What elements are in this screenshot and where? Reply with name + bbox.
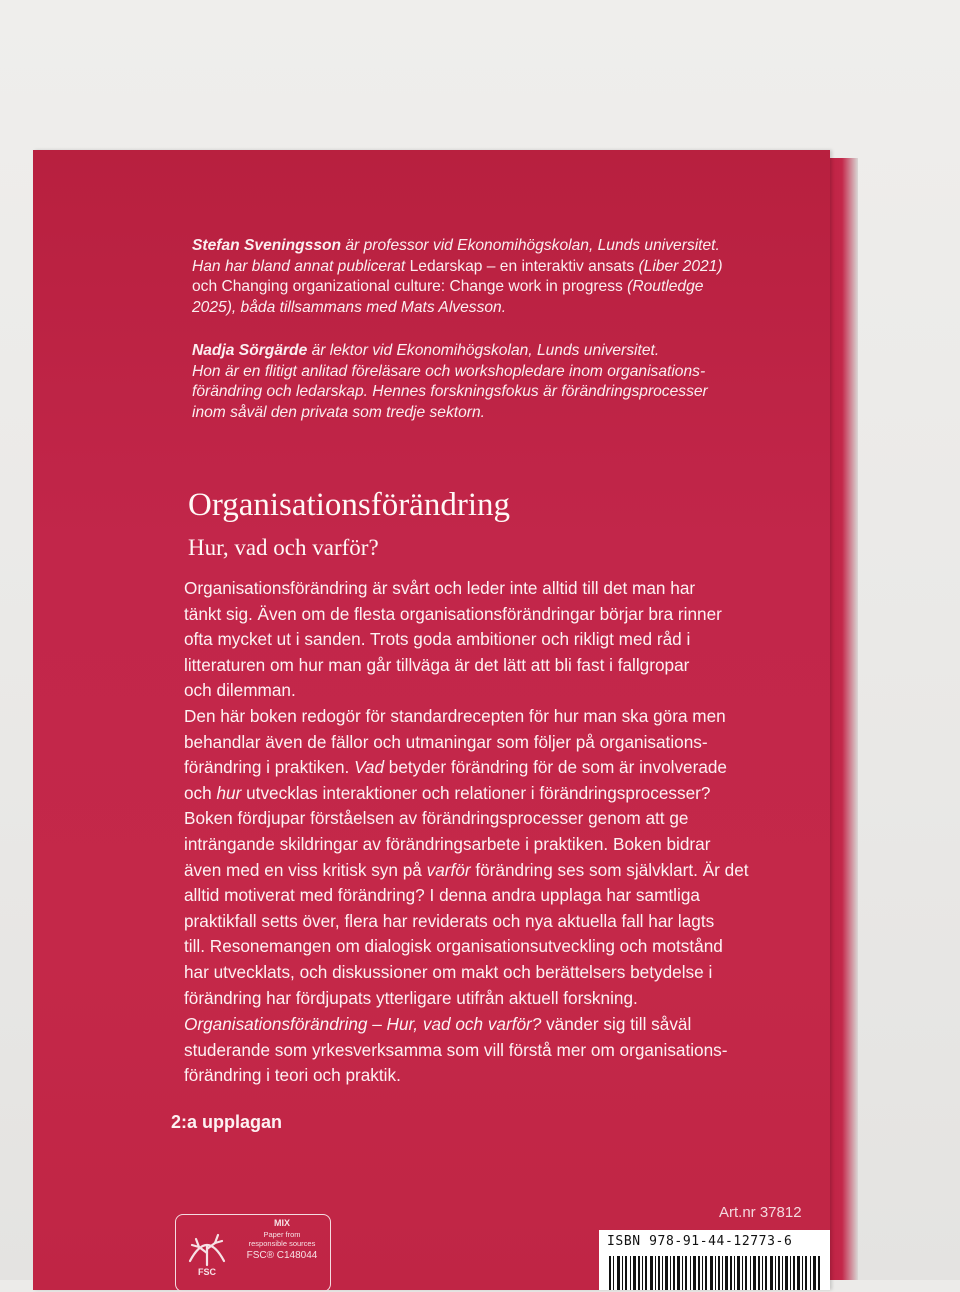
bio-text: Han har bland annat publicerat	[192, 257, 410, 275]
fsc-label	[175, 1214, 331, 1292]
fsc-tree-icon	[184, 1223, 230, 1281]
paragraph-line: förändring ses som självklart. Är det	[470, 859, 749, 880]
bio-text: förändring och ledarskap. Hennes forskningsfokus är förändringsprocesser	[192, 383, 708, 401]
paragraph-line: tänkt sig. Även om de flesta organisationsförändringar börjar bra rinner	[184, 603, 722, 624]
paragraph-line: praktikfall setts över, flera har reviderats och nya aktuella fall har lagts	[184, 910, 715, 931]
author-name: Nadja Sörgärde	[192, 342, 308, 359]
barcode-area	[599, 1230, 830, 1290]
paragraph-line: Den här boken redogör för standardrecepten för hur man ska göra men	[184, 706, 726, 726]
paragraph-line: behandlar även de fällor och utmaningar som följer på organisations-	[184, 731, 708, 752]
article-number: Art.nr 37812	[719, 1204, 802, 1221]
emphasis-hur: hur	[216, 782, 242, 803]
edition-label: 2:a upplagan	[171, 1112, 283, 1132]
bio-text: Hon är en flitigt anlitad föreläsare och workshopledare inom organisations-	[192, 362, 706, 380]
paragraph-line: betyder förändring för de som är involverade	[384, 757, 727, 778]
paragraph-line: utvecklas interaktioner och relationer i förändringsprocesser?	[241, 782, 711, 803]
emphasis-vad: Vad	[354, 757, 385, 778]
paragraph-line: ofta mycket ut i sanden. Trots goda ambitioner och rikligt med råd i	[184, 629, 691, 650]
book-title-changing: Changing organizational culture: Change work in progress	[221, 278, 623, 296]
paragraph-line: och dilemman.	[184, 680, 296, 701]
description-paragraph-3	[184, 1012, 804, 1089]
bio-text: inom såväl den privata som tredje sektorn.	[192, 403, 485, 421]
paragraph-line: förändring i praktiken.	[184, 757, 355, 778]
paragraph-line: förändring har fördjupats ytterligare utifrån aktuell forskning.	[184, 987, 638, 1008]
book-back-cover	[33, 150, 830, 1290]
fsc-logo-text: FSC	[198, 1267, 216, 1277]
barcode-icon	[609, 1256, 821, 1290]
paragraph-line: Organisationsförändring är svårt och leder inte alltid till det man har	[184, 578, 696, 598]
emphasis-varfor: varför	[426, 859, 471, 880]
fsc-mix-label: MIX	[273, 1218, 290, 1228]
author-bio-sveningsson	[192, 236, 792, 318]
bio-publisher: (Routledge	[622, 278, 704, 296]
description-paragraph-1	[184, 576, 804, 704]
paragraph-line: alltid motiverat med förändring? I denna andra upplaga har samtliga	[184, 885, 700, 906]
author-bio-sorgarde	[192, 341, 792, 423]
author-name: Stefan Sveningsson	[192, 237, 342, 254]
book-title: Organisationsförändring	[188, 487, 510, 523]
paragraph-line: förändring i teori och praktik.	[184, 1065, 401, 1086]
paragraph-line: litteraturen om hur man går tillväga är det lätt att bli fast i fallgropar	[184, 654, 690, 675]
isbn-number: ISBN 978-91-44-12773-6	[607, 1234, 793, 1249]
paragraph-line: Boken fördjupar förståelsen av förändringsprocesser genom att ge	[184, 808, 689, 829]
description-paragraph-2	[184, 704, 804, 1011]
paragraph-line: vänder sig till såväl	[541, 1014, 692, 1034]
bio-publisher: (Liber 2021)	[634, 257, 723, 275]
fsc-code: FSC® C148044	[246, 1250, 318, 1261]
bio-text: 2025), båda tillsammans med Mats Alvesson.	[192, 298, 507, 316]
fsc-line: Paper from	[263, 1230, 301, 1239]
paragraph-line: har utvecklats, och diskussioner om makt och berättelsers betydelse i	[184, 961, 713, 982]
bio-text: och	[192, 278, 222, 296]
fsc-line: responsible sources	[248, 1239, 316, 1248]
bio-text: är professor vid Ekonomihögskolan, Lunds universitet.	[341, 237, 720, 254]
paragraph-line: inträngande skildringar av förändringsarbete i praktiken. Boken bidrar	[184, 833, 711, 854]
bio-text: är lektor vid Ekonomihögskolan, Lunds universitet.	[307, 342, 660, 359]
emphasis-book-title: Organisationsförändring – Hur, vad och varför?	[184, 1014, 542, 1034]
paragraph-line: och	[184, 782, 217, 803]
paragraph-line: studerande som yrkesverksamma som vill förstå mer om organisations-	[184, 1039, 728, 1060]
paragraph-line: även med en viss kritisk syn på	[184, 859, 427, 880]
fsc-text	[238, 1219, 326, 1260]
paragraph-line: till. Resonemangen om dialogisk organisationsutveckling och motstånd	[184, 936, 723, 957]
book-subtitle: Hur, vad och varför?	[188, 535, 379, 560]
book-title-ledarskap: Ledarskap – en interaktiv ansats	[409, 257, 635, 275]
